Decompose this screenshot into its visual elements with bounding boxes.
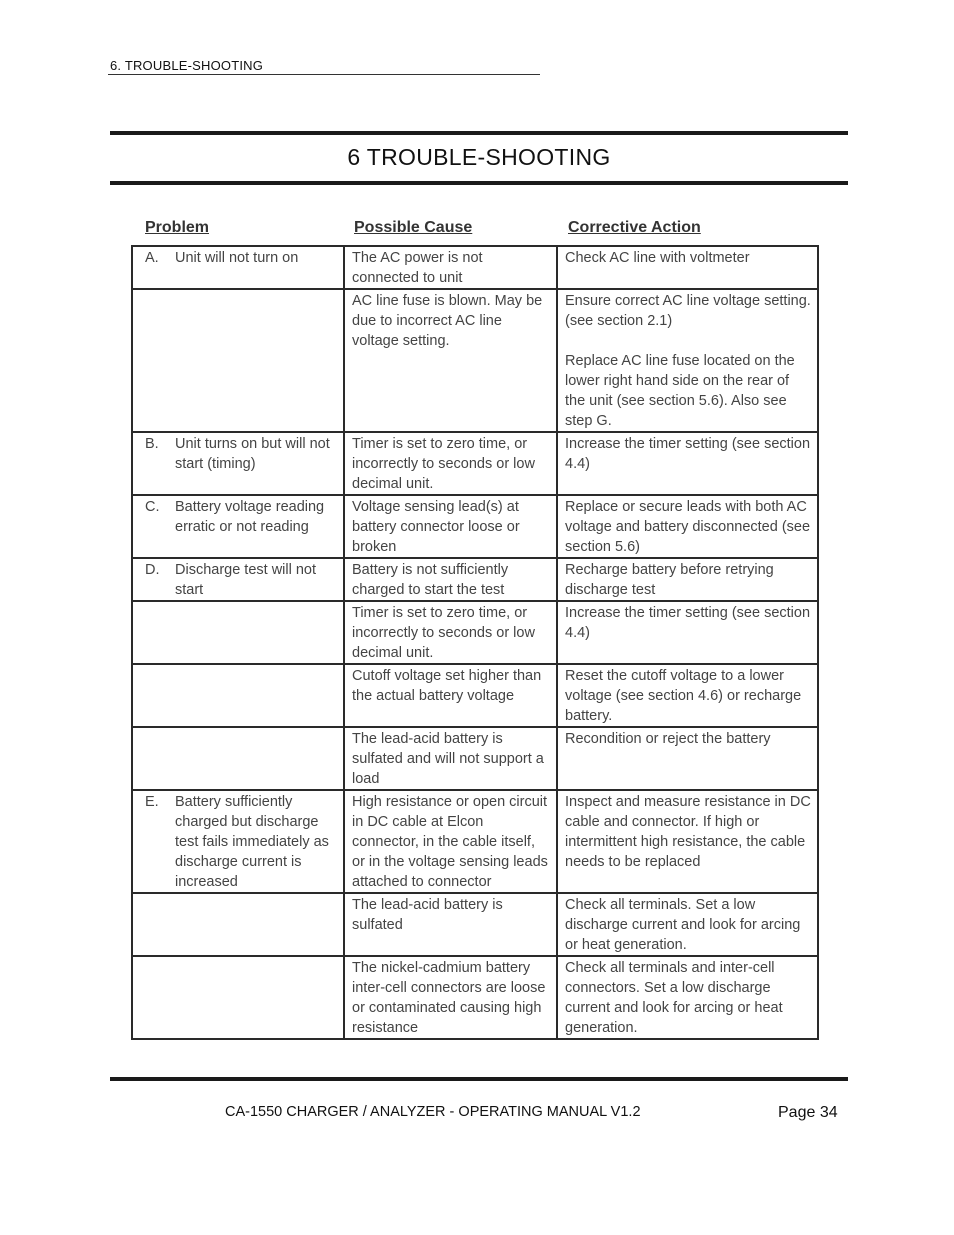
problem-letter: C. [145, 499, 160, 515]
cause-text: The AC power is not connected to unit [352, 250, 483, 286]
page-number: Page 34 [778, 1104, 838, 1121]
action-text: Recharge battery before retrying discharge test [565, 562, 774, 598]
action-text: Replace AC line fuse located on the lower right hand side on the rear of the unit (see section 5.6). Also see step G. [565, 353, 795, 429]
problem-text: Discharge test will not start [175, 562, 317, 598]
action-cell [557, 956, 818, 1039]
action-cell [557, 790, 818, 893]
cause-cell [344, 246, 557, 289]
cause-cell [344, 289, 557, 432]
action-text: Increase the timer setting (see section 4.4) [565, 605, 811, 641]
problem-cell [132, 893, 344, 956]
problem-entry [140, 497, 337, 537]
action-text: Replace or secure leads with both AC voltage and battery disconnected (see section 5.6) [565, 499, 811, 555]
problem-letter: E. [145, 794, 159, 810]
running-header: 6. TROUBLE-SHOOTING [110, 58, 264, 73]
troubleshooting-table [131, 245, 819, 1040]
problem-letter: D. [145, 562, 160, 578]
chapter-title: 6 TROUBLE-SHOOTING [347, 144, 611, 170]
cause-text: The nickel-cadmium battery inter-cell connectors are loose or contaminated causing high resistance [352, 960, 546, 1036]
cause-text: The lead-acid battery is sulfated and will not support a load [352, 731, 544, 787]
action-cell [557, 246, 818, 289]
problem-cell [132, 432, 344, 495]
action-text: Check all terminals and inter-cell connectors. Set a low discharge current and look for arcing or heat generation. [565, 960, 783, 1036]
chapter-rule-top [110, 131, 848, 135]
table-row [132, 432, 818, 495]
cause-text: Voltage sensing lead(s) at battery connector loose or broken [352, 499, 520, 555]
action-cell [557, 558, 818, 601]
cause-text: The lead-acid battery is sulfated [352, 897, 503, 933]
problem-text: Battery sufficiently charged but discharge test fails immediately as discharge current is increased [175, 794, 329, 890]
footer-manual-title: CA-1550 CHARGER / ANALYZER - OPERATING MANUAL V1.2 [225, 1104, 641, 1120]
action-text: Check AC line with voltmeter [565, 250, 750, 266]
problem-cell [132, 289, 344, 432]
cause-cell [344, 893, 557, 956]
table-row [132, 727, 818, 790]
problem-cell [132, 727, 344, 790]
problem-letter: A. [145, 250, 159, 266]
problem-cell [132, 495, 344, 558]
column-header-problem: Problem [145, 219, 210, 236]
action-text: Ensure correct AC line voltage setting. (see section 2.1) [565, 293, 811, 329]
problem-cell [132, 790, 344, 893]
action-text: Reset the cutoff voltage to a lower voltage (see section 4.6) or recharge battery. [565, 668, 802, 724]
problem-cell [132, 246, 344, 289]
action-cell [557, 727, 818, 790]
cause-cell [344, 956, 557, 1039]
cause-cell [344, 495, 557, 558]
table-row [132, 289, 818, 432]
table-row [132, 790, 818, 893]
cause-cell [344, 558, 557, 601]
problem-text: Battery voltage reading erratic or not reading [175, 499, 325, 535]
problem-cell [132, 601, 344, 664]
troubleshooting-table-body [132, 246, 818, 1039]
action-text: Recondition or reject the battery [565, 731, 771, 747]
cause-text: Cutoff voltage set higher than the actual battery voltage [352, 668, 542, 704]
problem-cell [132, 956, 344, 1039]
column-header-cause: Possible Cause [354, 219, 473, 236]
problem-cell [132, 664, 344, 727]
problem-entry [140, 560, 337, 600]
problem-entry [140, 248, 337, 268]
problem-entry [140, 792, 337, 892]
cause-cell [344, 432, 557, 495]
cause-text: Timer is set to zero time, or incorrectly to seconds or low decimal unit. [352, 436, 535, 492]
problem-text: Unit will not turn on [175, 250, 299, 266]
cause-text: Timer is set to zero time, or incorrectly to seconds or low decimal unit. [352, 605, 535, 661]
table-row [132, 601, 818, 664]
cause-cell [344, 601, 557, 664]
action-cell [557, 495, 818, 558]
problem-letter: B. [145, 436, 159, 452]
paragraph-gap [565, 331, 811, 351]
action-cell [557, 289, 818, 432]
problem-text: Unit turns on but will not start (timing) [175, 436, 330, 472]
table-row [132, 664, 818, 727]
table-row [132, 558, 818, 601]
problem-cell [132, 558, 344, 601]
problem-entry [140, 434, 337, 474]
action-cell [557, 893, 818, 956]
cause-text: High resistance or open circuit in DC cable at Elcon connector, in the cable itself, or in the voltage sensing leads attached to connector [352, 794, 548, 890]
action-cell [557, 601, 818, 664]
chapter-rule-bottom [110, 181, 848, 185]
cause-cell [344, 664, 557, 727]
action-text: Inspect and measure resistance in DC cable and connector. If high or intermittent high resistance, the cable needs to be replaced [565, 794, 811, 870]
table-row [132, 495, 818, 558]
cause-cell [344, 727, 557, 790]
cause-text: AC line fuse is blown. May be due to incorrect AC line voltage setting. [352, 293, 543, 349]
table-row [132, 956, 818, 1039]
action-text: Increase the timer setting (see section 4.4) [565, 436, 811, 472]
page-footer-rule [110, 1077, 848, 1081]
action-cell [557, 664, 818, 727]
action-text: Check all terminals. Set a low discharge current and look for arcing or heat generation. [565, 897, 801, 953]
column-header-action: Corrective Action [568, 219, 701, 236]
table-row [132, 893, 818, 956]
action-cell [557, 432, 818, 495]
cause-cell [344, 790, 557, 893]
running-header-rule [108, 74, 540, 75]
table-row [132, 246, 818, 289]
cause-text: Battery is not sufficiently charged to start the test [352, 562, 509, 598]
